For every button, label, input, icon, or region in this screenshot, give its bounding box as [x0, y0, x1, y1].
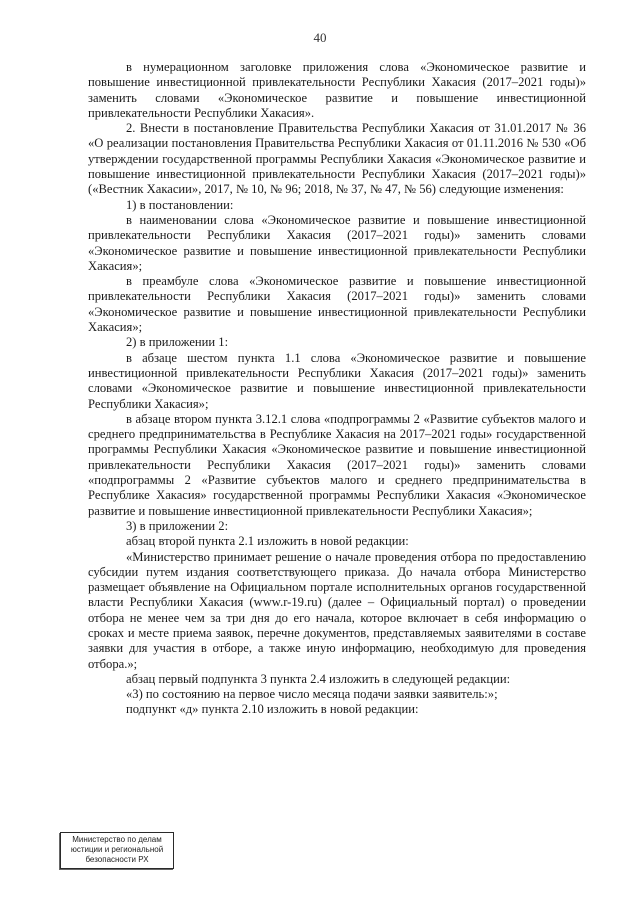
stamp-line-1: Министерство по делам: [72, 835, 162, 844]
paragraph-subitem-2: 2) в приложении 1:: [126, 335, 229, 350]
paragraph-item-2-intro: 2. Внести в постановление Правительства Республики Хакасия от 31.01.2017 № 36 «О реализации постановления Правительства Республики Хакасия от 01.11.2016 № 530 «Об утверждении государственной программы Республики Хакасия «Экономическое развитие и повышение инвестиционной привлекательности Республики Хакасия (2017–2021 годы)» («Вестник Хакасии», 2017, № 10, № 96; 2018, № 37, № 47, № 56) следующие изменения:: [88, 121, 586, 197]
page-number: 40: [313, 30, 327, 45]
paragraph-applicant-status: «3) по состоянию на первое число месяца подачи заявки заявитель:»;: [126, 687, 498, 702]
paragraph-clause-2-10: подпункт «д» пункта 2.10 изложить в новой редакции:: [126, 702, 419, 717]
document-body: [88, 60, 586, 718]
paragraph-clause-1-1: в абзаце шестом пункта 1.1 слова «Экономическое развитие и повышение инвестиционной привлекательности Республики Хакасия (2017–2021 годы)» заменить словами «Экономическое развитие и повышение инвестиционной привлекательности Республики Хакасия»;: [88, 350, 586, 411]
paragraph-appendix-title-change: в нумерационном заголовке приложения слова «Экономическое развитие и повышение инвестиционной привлекательности Республики Хакасия (2017–2021 годы)» заменить словами «Экономическое развитие и повышение инвестиционной привлекательности Республики Хакасия».: [88, 60, 586, 120]
paragraph-preamble-change: в преамбуле слова «Экономическое развитие и повышение инвестиционной привлекательности Республики Хакасия (2017–2021 годы)» заменить словами «Экономическое развитие и повышение инвестиционной привлекательности Республики Хакасия»;: [88, 274, 586, 335]
stamp-line-3: безопасности РХ: [85, 855, 149, 864]
paragraph-clause-2-4: абзац первый подпункта 3 пункта 2.4 изложить в следующей редакции:: [126, 671, 511, 686]
paragraph-clause-2-1: абзац второй пункта 2.1 изложить в новой редакции:: [126, 534, 409, 549]
paragraph-clause-3-12-1: в абзаце втором пункта 3.12.1 слова «подпрограммы 2 «Развитие субъектов малого и среднего предпринимательства в Республике Хакасия на 2017–2021 годы» государственной программы Республики Хакасия «Экономическое развитие и повышение инвестиционной привлекательности Республики Хакасия (2017–2021 годы)» заменить словами «подпрограммы 2 «Развитие субъектов малого и среднего предпринимательства в Республике Хакасия» государственной программы Республики Хакасия «Экономическое развитие и повышение инвестиционной привлекательности Республики Хакасия»;: [88, 411, 586, 518]
paragraph-title-change: в наименовании слова «Экономическое развитие и повышение инвестиционной привлекательности Республики Хакасия (2017–2021 годы)» заменить словами «Экономическое развитие и повышение инвестиционной привлекательности Республики Хакасия»;: [88, 212, 586, 273]
ministry-stamp: [60, 832, 174, 869]
paragraph-ministry-decision: «Министерство принимает решение о начале проведения отбора по предоставлению субсидии путем издания соответствующего приказа. До начала отбора Министерство размещает объявление на Официальном портале исполнительных органов государственной власти Республики Хакасия (www.r-19.ru) (далее – Официальный портал) о проведении отбора не менее чем за три дня до его начала, которое включает в себя информацию о сроках и месте приема заявок, перечне документов, представляемых заявителями в составе заявки для участия в отборе, а также иную информацию, необходимую для проведения отбора.»;: [88, 549, 586, 671]
stamp-line-2: юстиции и региональной: [70, 845, 164, 854]
paragraph-subitem-3: 3) в приложении 2:: [126, 518, 229, 533]
paragraph-subitem-1: 1) в постановлении:: [126, 197, 234, 212]
